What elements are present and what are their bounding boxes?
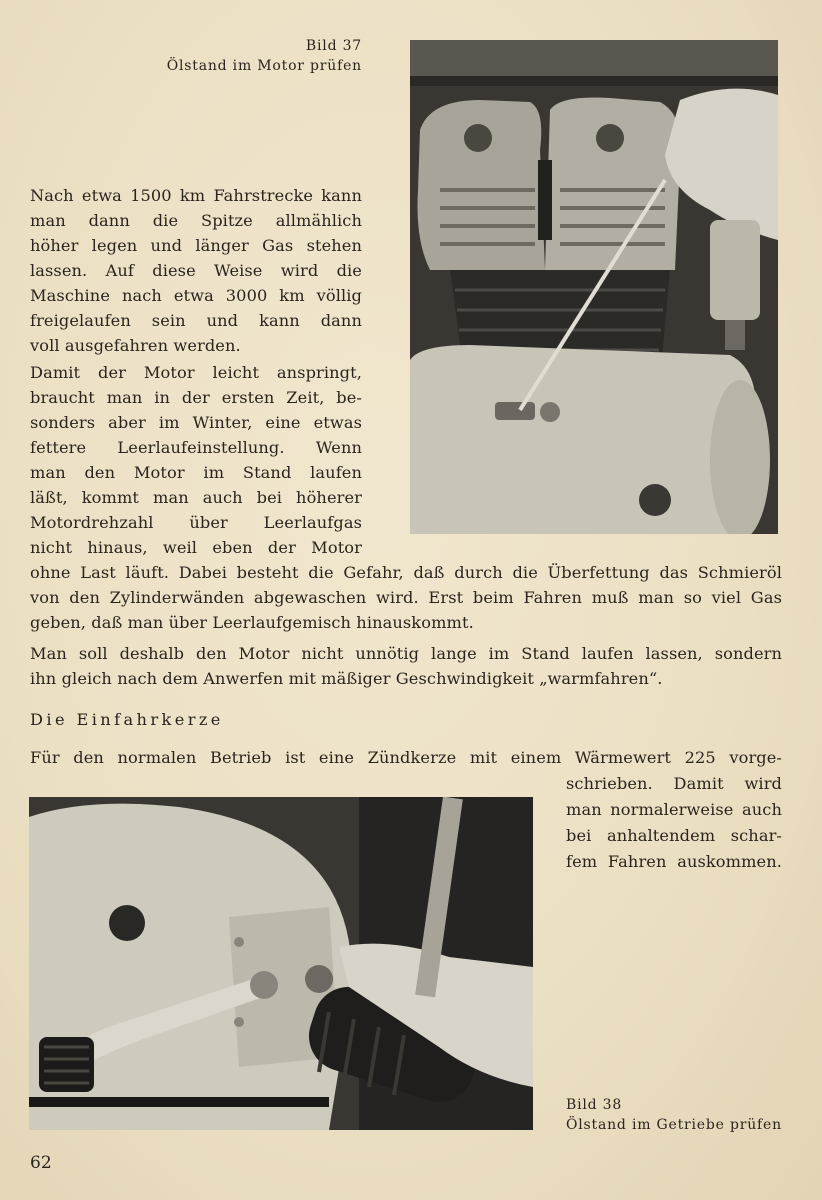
figure-37-caption	[140, 36, 362, 76]
section-heading: Die Einfahrkerze	[30, 710, 224, 729]
paragraph-2-line: man den Motor im Stand laufen	[30, 463, 362, 482]
figure-38-label: Bild 38	[566, 1097, 623, 1113]
paragraph-1-line: höher legen und länger Gas stehen	[30, 236, 362, 255]
paragraph-1-line: lassen. Auf diese Weise wird die	[30, 261, 362, 280]
paragraph-2-line: von den Zylinderwänden abgewaschen wird. Erst beim Fahren muß man so viel Gas	[30, 588, 782, 607]
paragraph-2-line: Motordrehzahl über Leerlaufgas	[30, 513, 362, 532]
figure-38-caption	[566, 1095, 816, 1135]
paragraph-4-line: bei anhaltendem schar-	[566, 826, 782, 845]
paragraph-1-line: man dann die Spitze allmählich	[30, 211, 362, 230]
figure-38-title: Ölstand im Getriebe prüfen	[566, 1117, 782, 1133]
paragraph-1-line: freigelaufen sein und kann dann	[30, 311, 362, 330]
paragraph-4-line: schrieben. Damit wird	[566, 774, 782, 793]
paragraph-2-line: ohne Last läuft. Dabei besteht die Gefahr, daß durch die Überfettung das Schmieröl	[30, 563, 782, 582]
paragraph-2-line: fettere Leerlaufeinstellung. Wenn	[30, 438, 362, 457]
figure-37-photo-engine-oil-dipstick	[410, 40, 778, 534]
paragraph-4-line: man normalerweise auch	[566, 800, 782, 819]
paragraph-3-line: ihn gleich nach dem Anwerfen mit mäßiger Geschwindigkeit „warmfahren“.	[30, 669, 663, 688]
paragraph-1-line: Nach etwa 1500 km Fahrstrecke kann	[30, 186, 362, 205]
figure-37-label: Bild 37	[305, 38, 362, 54]
paragraph-4-line: Für den normalen Betrieb ist eine Zündkerze mit einem Wärmewert 225 vorge-	[30, 748, 782, 767]
figure-38-photo-gearbox-oil-dipstick	[29, 797, 533, 1130]
paragraph-3-line: Man soll deshalb den Motor nicht unnötig lange im Stand laufen lassen, sondern	[30, 644, 782, 663]
paragraph-2-line: braucht man in der ersten Zeit, be-	[30, 388, 362, 407]
paragraph-2-line: sonders aber im Winter, eine etwas	[30, 413, 362, 432]
paragraph-4-line: fem Fahren auskommen.	[566, 852, 782, 871]
paragraph-2-line: geben, daß man über Leerlaufgemisch hinauskommt.	[30, 613, 474, 632]
figure-37-title: Ölstand im Motor prüfen	[166, 58, 362, 74]
paragraph-2-line: Damit der Motor leicht anspringt,	[30, 363, 362, 382]
page-number: 62	[30, 1153, 52, 1173]
paragraph-1-line: voll ausgefahren werden.	[30, 336, 241, 355]
paragraph-2-line: läßt, kommt man auch bei höherer	[30, 488, 362, 507]
paragraph-1-line: Maschine nach etwa 3000 km völlig	[30, 286, 362, 305]
paragraph-2-line: nicht hinaus, weil eben der Motor	[30, 538, 362, 557]
